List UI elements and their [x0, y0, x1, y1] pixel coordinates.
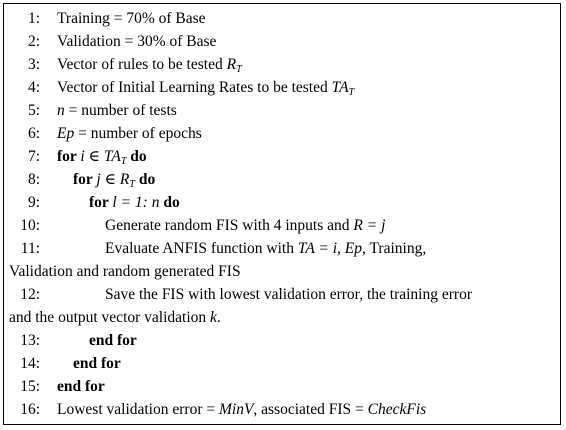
line-number: 15:: [20, 378, 40, 395]
line-plain-text: Vector of rules to be tested: [57, 56, 227, 73]
line-text: Validation = 30% of Base: [57, 33, 217, 50]
line-number: 10:: [20, 217, 40, 234]
line-number: 6:: [27, 125, 40, 142]
line-text: [105, 237, 426, 260]
line-plain-text: Evaluate ANFIS function with: [105, 240, 298, 257]
line-text: [57, 145, 147, 168]
line-number: 16:: [20, 401, 40, 418]
algorithm-line-1: [4, 7, 562, 30]
math-variable: TA = i, Ep: [297, 240, 363, 257]
line-number: 2:: [27, 33, 40, 50]
line-text: [9, 306, 221, 329]
algorithm-line-6: [4, 122, 562, 145]
line-number: 11:: [20, 240, 40, 257]
line-plain-text: Generate random FIS with 4 inputs and: [105, 217, 354, 234]
math-variable: TA: [331, 79, 349, 96]
algorithm-line-2: [4, 30, 562, 53]
line-number: 3:: [27, 56, 40, 73]
keyword-end-for: end for: [73, 355, 121, 372]
line-plain-text: Lowest validation error =: [57, 401, 219, 418]
math-variable: R: [226, 56, 237, 73]
keyword-for: for: [73, 171, 97, 188]
line-number: 12:: [20, 286, 40, 303]
line-text: [73, 168, 155, 191]
math-subscript: T: [348, 87, 355, 98]
keyword-do: do: [159, 194, 180, 211]
line-text: Save the FIS with lowest validation error, the training error: [105, 286, 472, 303]
line-number: 9:: [27, 194, 40, 211]
algorithm-line-11-continued: [4, 260, 562, 283]
algorithm-line-14: [4, 352, 562, 375]
math-subscript: T: [236, 64, 242, 75]
line-text: [105, 214, 385, 237]
math-variable: k: [210, 309, 217, 326]
algorithm-line-16: [4, 398, 562, 421]
line-plain-text: , Training,: [362, 240, 427, 257]
math-subscript: T: [120, 156, 127, 167]
algorithm-line-12-continued: [4, 306, 562, 329]
algorithm-line-9: [4, 191, 562, 214]
math-variable: MinV: [218, 401, 254, 418]
keyword-end-for: end for: [89, 332, 137, 349]
algorithm-box: [3, 3, 561, 425]
algorithm-line-11: [4, 237, 562, 260]
line-number: 8:: [27, 171, 40, 188]
algorithm-line-7: [4, 145, 562, 168]
line-number: 4:: [27, 79, 40, 96]
math-variable: Ep: [57, 125, 75, 142]
math-variable: i ∈ TA: [80, 148, 121, 165]
algorithm-line-12: [4, 283, 562, 306]
keyword-for: for: [89, 194, 113, 211]
algorithm-line-10: [4, 214, 562, 237]
line-text: [57, 53, 242, 76]
keyword-do: do: [126, 148, 147, 165]
math-subscript: T: [129, 179, 135, 190]
line-text: [57, 76, 354, 99]
line-plain-text: , associated FIS =: [253, 401, 368, 418]
keyword-end-for: end for: [57, 378, 105, 395]
line-text: Validation and random generated FIS: [9, 263, 241, 280]
line-plain-text: .: [216, 309, 221, 326]
line-number: 1:: [27, 10, 40, 27]
keyword-for: for: [57, 148, 81, 165]
line-text: [57, 99, 177, 122]
math-variable: l = 1: n: [112, 194, 160, 211]
line-number: 7:: [27, 148, 40, 165]
line-plain-text: Vector of Initial Learning Rates to be tested: [57, 79, 332, 96]
line-plain-text: = number of epochs: [74, 125, 202, 142]
math-variable: R = j: [353, 217, 386, 234]
algorithm-line-8: [4, 168, 562, 191]
algorithm-line-13: [4, 329, 562, 352]
line-text: [57, 398, 426, 421]
math-variable: CheckFis: [367, 401, 427, 418]
line-text: [89, 191, 180, 214]
math-variable: j ∈ R: [96, 171, 130, 188]
math-variable: n: [57, 102, 65, 119]
line-number: 5:: [27, 102, 40, 119]
algorithm-line-15: [4, 375, 562, 398]
line-number: 14:: [20, 355, 40, 372]
line-plain-text: = number of tests: [64, 102, 177, 119]
line-text: Training = 70% of Base: [57, 10, 206, 27]
algorithm-line-3: [4, 53, 562, 76]
line-text: [57, 122, 202, 145]
algorithm-line-4: [4, 76, 562, 99]
algorithm-line-5: [4, 99, 562, 122]
line-number: 13:: [20, 332, 40, 349]
keyword-do: do: [134, 171, 156, 188]
line-plain-text: and the output vector validation: [9, 309, 211, 326]
